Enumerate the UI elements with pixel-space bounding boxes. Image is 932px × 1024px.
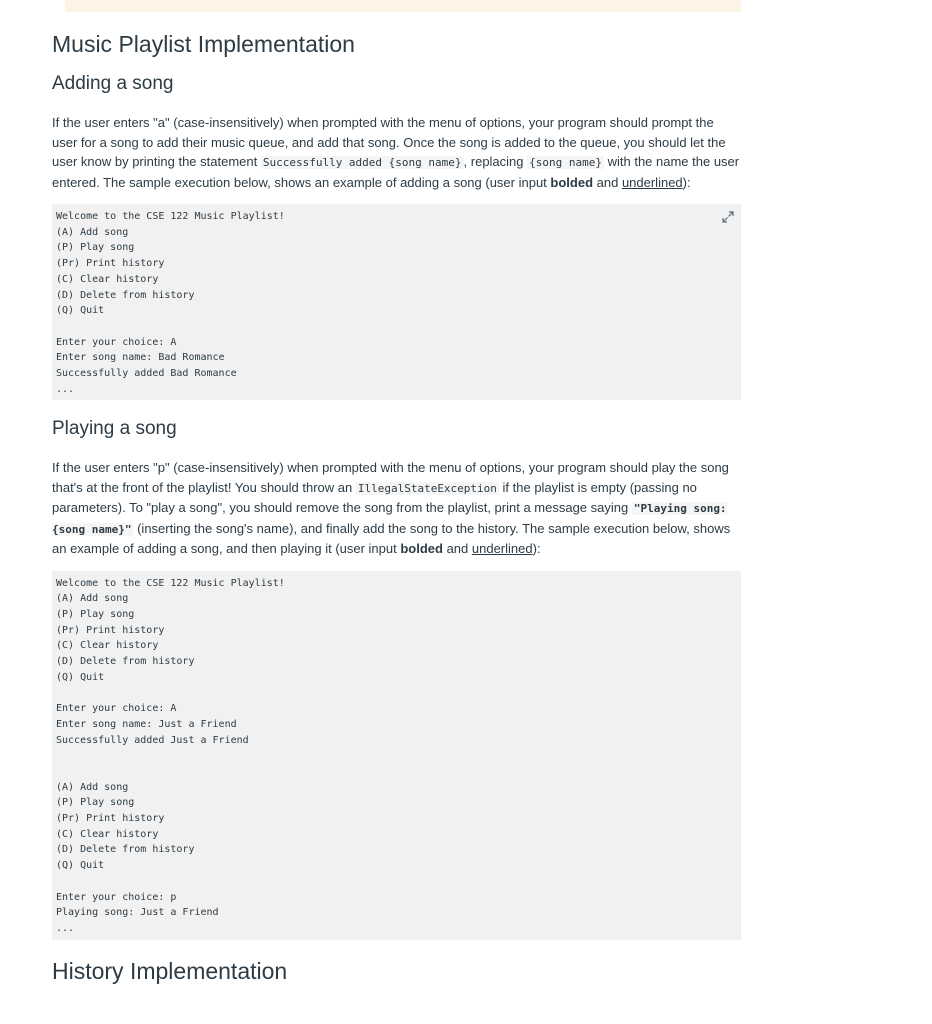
paragraph-adding-a-song: If the user enters "a" (case-insensitively) when prompted with the menu of options, your program should prompt the user for a song to add their music queue, and add that song. Once the song is added to the queue, you should let the user know by printing the statement Successfully added {song name} , replacing {song name} with the name the user entered. The sample execution below, shows an example of adding a song (user input bolded and underlined): <box>52 115 740 190</box>
underlined-text: underlined <box>621 174 683 190</box>
underlined-text: underlined <box>471 541 533 556</box>
inline-code-song-name: {song name} <box>529 156 602 169</box>
code-block-add-song-example <box>52 204 741 400</box>
section-title-music-playlist: Music Playlist Implementation <box>52 31 355 57</box>
paragraph-playing-a-song: If the user enters "p" (case-insensitively) when prompted with the menu of options, your program should play the song that's at the front of the playlist! You should throw an IllegalStateException if the playlist is empty (passing no parameters). To "play a song", you should remove the song from the playlist, print a message saying "Playing song: {song name}" (inserting the song's name), and finally add the song to the history. The sample execution below, shows an example of adding a song, and then playing it (user input bolded and underlined): <box>52 460 731 556</box>
expand-icon[interactable] <box>721 210 735 224</box>
heading-adding-a-song: Adding a song <box>52 73 174 94</box>
inline-code-illegal-state-exception: IllegalStateException <box>357 481 497 495</box>
section-title-history: History Implementation <box>52 957 288 984</box>
code-block-play-song-example <box>52 571 741 940</box>
main-content <box>52 26 741 989</box>
inline-code-playing-message: "Playing song: {song name}" <box>52 502 727 536</box>
callout-box-edge <box>65 0 741 12</box>
bold-text: bolded <box>400 541 443 556</box>
heading-playing-a-song: Playing a song <box>52 418 177 439</box>
code-block-text: Welcome to the CSE 122 Music Playlist! (A) Add song (P) Play song (Pr) Print history (C) Clear history (D) Delete from history (Q) Quit Enter your choice: A Enter song name: Bad Romance Successfully added Bad Romance ... <box>56 211 285 395</box>
code-block-text: Welcome to the CSE 122 Music Playlist! (A) Add song (P) Play song (Pr) Print history (C) Clear history (D) Delete from history (Q) Quit Enter your choice: A Enter song name: Just a Friend Successfully added Just a Friend (A) Add song (P) Play song (Pr) Print history (C) Clear history (D) Delete from history (Q) Quit Enter your choice: p Playing song: Just a Friend ... <box>56 577 285 934</box>
inline-code-success-message: Successfully added {song name} <box>262 156 462 169</box>
bold-text: bolded <box>550 174 594 190</box>
